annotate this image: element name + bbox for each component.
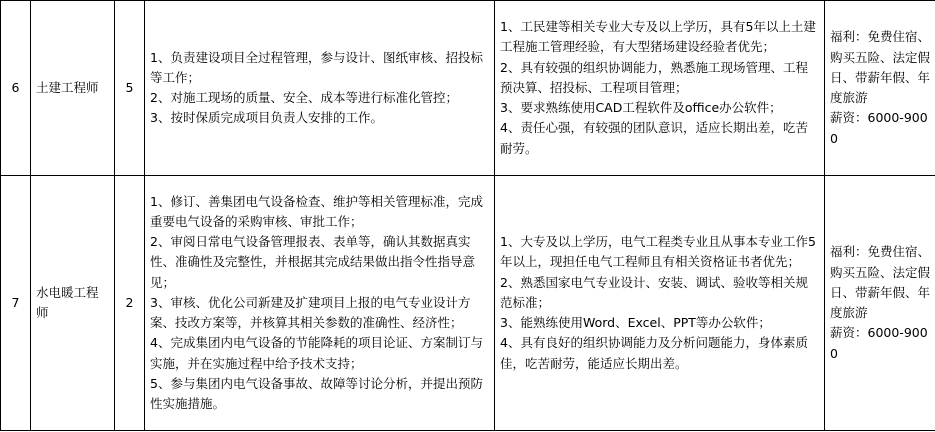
requirement-line: 3、要求熟练使用CAD工程软件及office办公软件； [500,100,782,116]
benefit-line: 福利：免费住宿、购买五险、法定假日、带薪年假、年度旅游 [830,29,931,105]
duty-line: 3、按时保质完成项目负责人安排的工作。 [150,110,383,126]
requirement-line: 4、具有良好的组织协调能力及分析问题能力，身体素质佳，吃苦耐劳，能适应长期出差。 [500,335,808,371]
benefit-line: 福利：免费住宿、购买五险、法定假日、带薪年假、年度旅游 [830,244,931,320]
duty-line: 4、完成集团内电气设备的节能降耗的项目论证、方案制订与实施，并在实施过程中给予技术支持； [150,335,483,371]
table-row [1,176,935,431]
headcount-cell: 2 [115,176,145,431]
requirement-line: 1、大专及以上学历，电气工程类专业且从事本专业工作5年以上，现担任电气工程师且有相关资格证书者优先； [500,234,816,270]
job-title-cell: 水电暖工程师 [31,176,115,431]
duty-line: 3、审核、优化公司新建及扩建项目上报的电气专业设计方案、技改方案等，并核算其相关参数的准确性、经济性； [150,294,471,331]
duty-line: 2、审阅日常电气设备管理报表、表单等，确认其数据真实性、准确性及完整性，并根据其完成结果做出指令性指导意见； [150,234,476,290]
row-index-cell: 7 [1,176,31,431]
duties-cell [145,176,495,431]
headcount-cell: 5 [115,1,145,176]
benefits-list [830,27,930,149]
requirements-cell [495,1,825,176]
requirement-line: 2、具有较强的组织协调能力，熟悉施工现场管理、工程预决算、招投标、工程项目管理； [500,59,808,95]
duty-line: 5、参与集团内电气设备事故、故障等讨论分析，并提出预防性实施措施。 [150,375,483,412]
duty-line: 2、对施工现场的质量、安全、成本等进行标准化管控； [150,90,458,105]
job-title-cell: 土建工程师 [31,1,115,176]
row-index-cell: 6 [1,1,31,176]
salary-line: 薪资：6000-9000 [830,325,928,361]
duties-list [150,48,489,129]
table-row [1,1,935,176]
duties-list [150,192,489,415]
requirements-list [500,232,819,374]
requirement-line: 3、能熟练使用Word、Excel、PPT等办公软件； [500,315,771,331]
salary-line: 薪资：6000-9000 [830,110,928,146]
requirement-line: 2、熟悉国家电气专业设计、安装、调试、验收等相关规范标准； [500,274,808,310]
table-body [1,1,935,431]
requirement-line: 1、工民建等相关专业大专及以上学历，具有5年以上土建工程施工管理经验，有大型猪场建设经验者优先； [500,19,816,55]
benefits-cell [825,1,935,176]
duty-line: 1、负责建设项目全过程管理，参与设计、图纸审核、招投标等工作； [150,49,483,85]
duties-cell [145,1,495,176]
requirements-list [500,17,819,159]
requirements-cell [495,176,825,431]
duty-line: 1、修订、善集团电气设备检查、维护等相关管理标准，完成重要电气设备的采购审核、审批工作； [150,193,483,229]
benefits-cell [825,176,935,431]
benefits-list [830,242,930,364]
requirement-line: 4、责任心强，有较强的团队意识，适应长期出差，吃苦耐劳。 [500,120,808,156]
